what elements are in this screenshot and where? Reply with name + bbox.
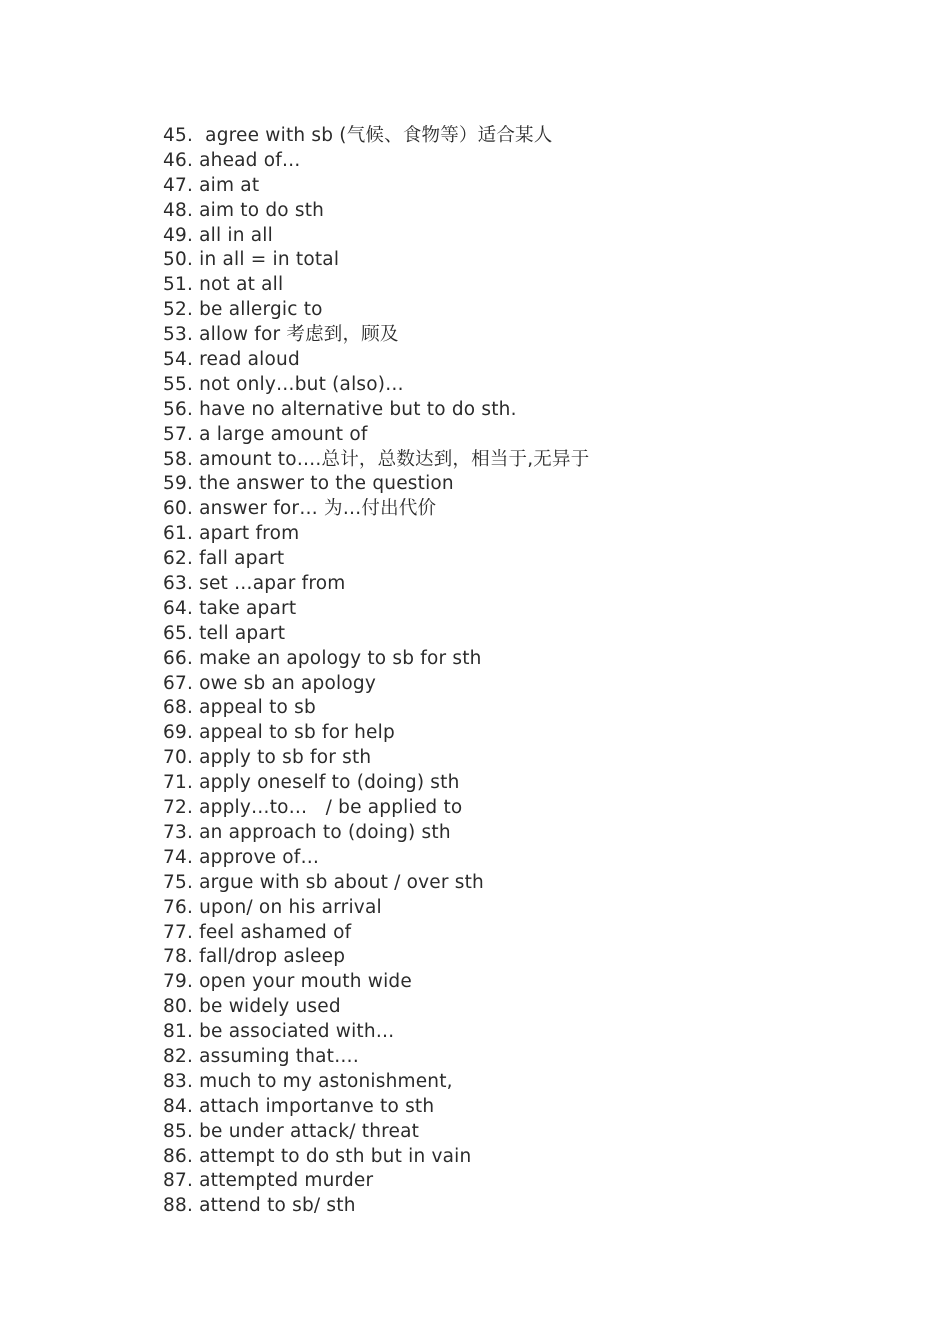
list-item: 81. be associated with… <box>163 1021 395 1043</box>
list-item: 51. not at all <box>163 274 284 296</box>
list-item: 47. aim at <box>163 174 260 196</box>
list-item: 55. not only…but (also)… <box>163 373 404 395</box>
list-item: 61. apart from <box>163 523 300 545</box>
list-item: 49. all in all <box>163 224 273 246</box>
list-item: 69. appeal to sb for help <box>163 722 395 744</box>
list-item: 57. a large amount of <box>163 423 368 445</box>
list-item: 83. much to my astonishment, <box>163 1070 453 1092</box>
list-item: 62. fall apart <box>163 548 285 570</box>
list-item: 60. answer for… 为…付出代价 <box>163 498 437 520</box>
list-item: 58. amount to….总计，总数达到，相当于,无异于 <box>163 448 590 470</box>
list-item: 88. attend to sb/ sth <box>163 1195 356 1217</box>
list-item: 72. apply…to… / be applied to <box>163 797 463 819</box>
list-item: 65. tell apart <box>163 622 286 644</box>
list-item: 79. open your mouth wide <box>163 971 412 993</box>
list-item: 52. be allergic to <box>163 299 323 321</box>
list-item: 86. attempt to do sth but in vain <box>163 1145 472 1167</box>
list-item: 75. argue with sb about / over sth <box>163 871 484 893</box>
list-item: 64. take apart <box>163 597 297 619</box>
list-item: 84. attach importanve to sth <box>163 1095 435 1117</box>
list-item: 80. be widely used <box>163 996 341 1018</box>
list-item: 85. be under attack/ threat <box>163 1120 420 1142</box>
list-item: 87. attempted murder <box>163 1170 374 1192</box>
list-item: 76. upon/ on his arrival <box>163 896 382 918</box>
list-item: 46. ahead of… <box>163 149 301 171</box>
list-item: 70. apply to sb for sth <box>163 747 372 769</box>
list-item: 73. an approach to (doing) sth <box>163 821 451 843</box>
phrase-list <box>163 124 589 1219</box>
list-item: 82. assuming that…. <box>163 1045 359 1067</box>
list-item: 71. apply oneself to (doing) sth <box>163 772 460 794</box>
list-item: 66. make an apology to sb for sth <box>163 647 482 669</box>
list-item: 59. the answer to the question <box>163 473 454 495</box>
list-item: 63. set …apar from <box>163 573 346 595</box>
list-item: 77. feel ashamed of <box>163 921 352 943</box>
list-item: 53. allow for 考虑到，顾及 <box>163 324 399 346</box>
list-item: 48. aim to do sth <box>163 199 325 221</box>
list-item: 45. agree with sb (气候、食物等）适合某人 <box>163 125 553 146</box>
list-item: 68. appeal to sb <box>163 697 316 719</box>
list-item: 74. approve of… <box>163 846 320 868</box>
list-item: 78. fall/drop asleep <box>163 946 346 968</box>
list-item: 67. owe sb an apology <box>163 672 376 694</box>
list-item: 50. in all = in total <box>163 249 340 271</box>
list-item: 54. read aloud <box>163 349 300 371</box>
list-item: 56. have no alternative but to do sth. <box>163 398 517 420</box>
